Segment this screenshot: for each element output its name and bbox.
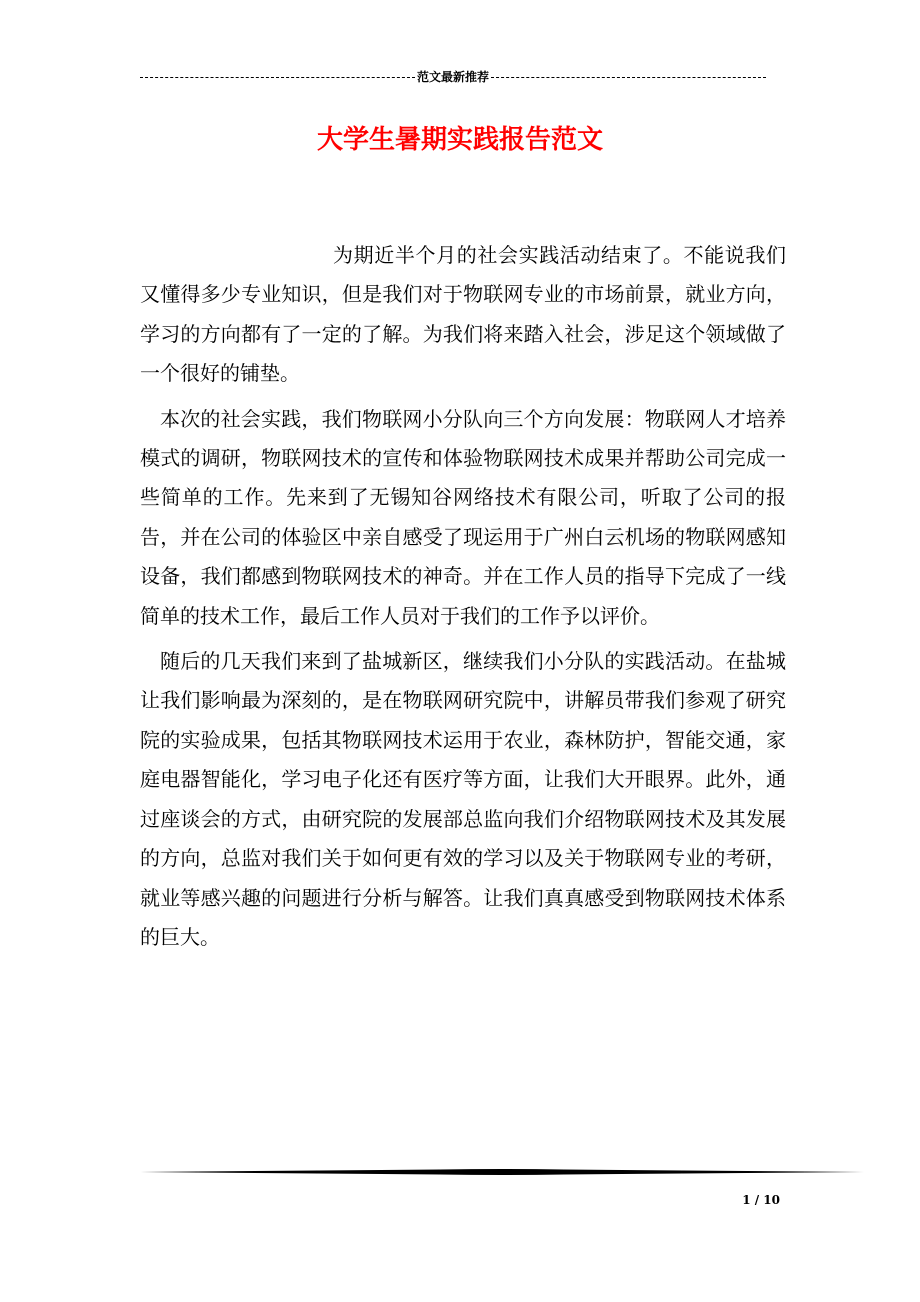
header-dashes-right bbox=[491, 77, 766, 78]
paragraph-2: 本次的社会实践，我们物联网小分队向三个方向发展：物联网人才培养模式的调研，物联网技术的宣传和体验物联网技术成果并帮助公司完成一些简单的工作。先来到了无锡知谷网络技术有限公司，听取了公司的报告，并在公司的体验区中亲自感受了现运用于广州白云机场的物联网感知设备，我们都感到物联网技术的神奇。并在工作人员的指导下完成了一线简单的技术工作，最后工作人员对于我们的工作予以评价。 bbox=[140, 406, 786, 628]
page-number: 1 / 10 bbox=[742, 1193, 780, 1207]
document-body bbox=[140, 236, 786, 957]
document-title: 大学生暑期实践报告范文 bbox=[316, 125, 603, 155]
header-dashes-left bbox=[140, 77, 415, 78]
header-label: 范文最新推荐 bbox=[417, 70, 490, 84]
page-header bbox=[140, 66, 766, 88]
paragraph-1: 为期近半个月的社会实践活动结束了。不能说我们又懂得多少专业知识，但是我们对于物联网专业的市场前景，就业方向，学习的方向都有了一定的了解。为我们将来踏入社会，涉足这个领域做了一个很好的铺垫。 bbox=[140, 243, 786, 386]
footer-divider bbox=[140, 1166, 864, 1178]
paragraph-3: 随后的几天我们来到了盐城新区，继续我们小分队的实践活动。在盐城让我们影响最为深刻的，是在物联网研究院中，讲解员带我们参观了研究院的实验成果，包括其物联网技术运用于农业，森林防护，智能交通，家庭电器智能化，学习电子化还有医疗等方面，让我们大开眼界。此外，通过座谈会的方式，由研究院的发展部总监向我们介绍物联网技术及其发展的方向，总监对我们关于如何更有效的学习以及关于物联网专业的考研，就业等感兴趣的问题进行分析与解答。让我们真真感受到物联网技术体系的巨大。 bbox=[140, 649, 786, 949]
